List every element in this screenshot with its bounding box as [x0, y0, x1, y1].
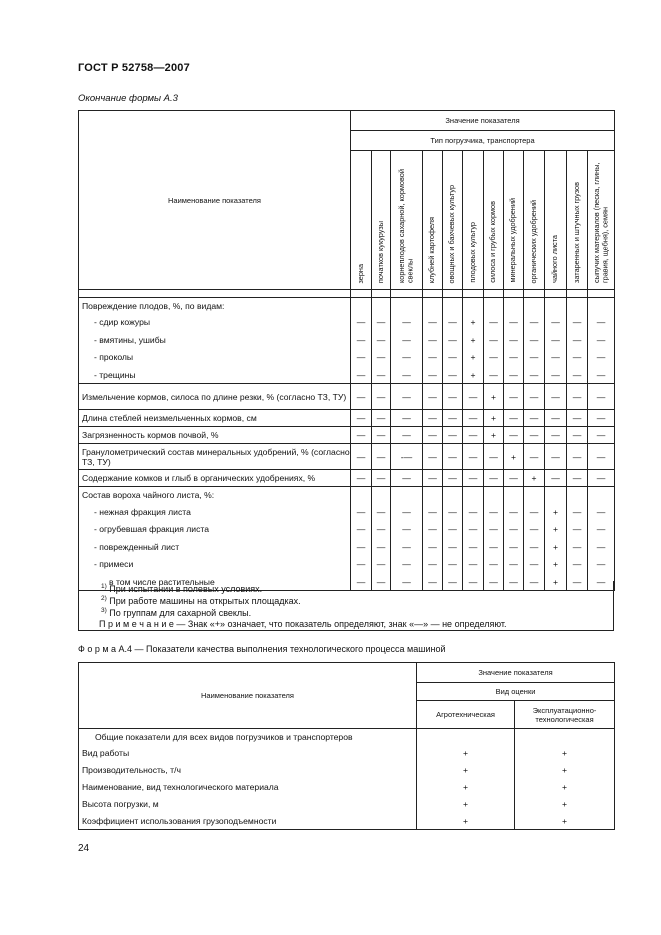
- footnotes-block: [78, 581, 614, 631]
- cell-value: +: [545, 538, 567, 556]
- cell-value: —: [372, 556, 391, 574]
- table-row: [79, 796, 615, 813]
- row-label: - трещины: [79, 366, 351, 384]
- cell-value: —: [545, 314, 567, 332]
- column-header: початков кукурузы: [372, 151, 391, 290]
- cell-value: —: [423, 427, 443, 444]
- table-row: [79, 520, 615, 538]
- cell-value: —: [504, 331, 524, 349]
- cell-value: —: [484, 520, 504, 538]
- column-header: плодовых культур: [463, 151, 484, 290]
- cell-value: —: [423, 331, 443, 349]
- cell-value: —: [567, 444, 588, 470]
- cell-value: —: [391, 366, 423, 384]
- cell-value: —: [423, 520, 443, 538]
- cell-value: —: [423, 556, 443, 574]
- cell-value: [463, 487, 484, 503]
- cell-value: —: [504, 427, 524, 444]
- cell-value: +: [545, 556, 567, 574]
- cell-value: —: [423, 349, 443, 367]
- cell-value: —: [567, 538, 588, 556]
- row-label: - нежная фракция листа: [79, 503, 351, 521]
- cell-value: —: [588, 331, 615, 349]
- table2-head-name: Наименование показателя: [79, 663, 417, 729]
- row-label: Состав вороха чайного листа, %:: [79, 487, 351, 503]
- cell-value: —: [443, 427, 463, 444]
- cell-value: —: [524, 366, 545, 384]
- cell-value: —: [524, 331, 545, 349]
- cell-value: —: [504, 538, 524, 556]
- cell-value: —: [588, 520, 615, 538]
- cell-value: [372, 487, 391, 503]
- cell-value: +: [417, 779, 515, 796]
- cell-value: [463, 298, 484, 314]
- column-header: сыпучих материалов (песка, глины, гравия, щебня), семян: [588, 151, 615, 290]
- cell-value: —: [443, 556, 463, 574]
- cell-value: [372, 298, 391, 314]
- cell-value: —: [391, 503, 423, 521]
- document-code: ГОСТ Р 52758—2007: [78, 62, 190, 74]
- cell-value: —: [504, 573, 524, 591]
- cell-value: —: [463, 520, 484, 538]
- table-row: [79, 349, 615, 367]
- cell-value: —: [545, 384, 567, 410]
- cell-value: +: [484, 384, 504, 410]
- cell-value: [524, 487, 545, 503]
- cell-value: —: [588, 427, 615, 444]
- cell-value: —: [351, 470, 372, 487]
- cell-value: —: [484, 331, 504, 349]
- cell-value: -—: [391, 444, 423, 470]
- page-number: 24: [78, 843, 90, 854]
- cell-value: —: [588, 384, 615, 410]
- cell-value: —: [351, 331, 372, 349]
- table2-head-value: Значение показателя: [417, 663, 615, 683]
- cell-value: +: [515, 796, 615, 813]
- table-head-name: Наименование показателя: [79, 111, 351, 290]
- cell-value: —: [484, 366, 504, 384]
- cell-value: —: [484, 444, 504, 470]
- cell-value: +: [524, 470, 545, 487]
- cell-value: +: [515, 762, 615, 779]
- cell-value: —: [588, 538, 615, 556]
- cell-value: —: [524, 538, 545, 556]
- cell-value: —: [372, 410, 391, 427]
- cell-value: —: [484, 503, 504, 521]
- cell-value: —: [423, 314, 443, 332]
- cell-value: [484, 298, 504, 314]
- cell-value: [351, 298, 372, 314]
- cell-value: +: [417, 813, 515, 830]
- cell-value: +: [463, 331, 484, 349]
- cell-value: —: [391, 538, 423, 556]
- cell-value: —: [463, 538, 484, 556]
- cell-value: [484, 487, 504, 503]
- cell-value: —: [567, 556, 588, 574]
- cell-value: —: [372, 520, 391, 538]
- cell-value: —: [443, 384, 463, 410]
- cell-value: +: [515, 813, 615, 830]
- cell-value: —: [545, 349, 567, 367]
- form-continuation-caption: Окончание формы А.3: [78, 93, 178, 104]
- cell-value: —: [351, 427, 372, 444]
- cell-value: —: [423, 384, 443, 410]
- cell-value: —: [567, 520, 588, 538]
- cell-value: —: [351, 503, 372, 521]
- column-header: клубней картофеля: [423, 151, 443, 290]
- cell-value: [351, 487, 372, 503]
- table-row: [79, 470, 615, 487]
- cell-value: —: [443, 444, 463, 470]
- cell-value: —: [391, 427, 423, 444]
- table2-col-agro: Агротехническая: [417, 701, 515, 729]
- cell-value: —: [351, 349, 372, 367]
- cell-value: —: [391, 520, 423, 538]
- table2-head-kind: Вид оценки: [417, 683, 615, 701]
- row-label: Наименование, вид технологического материала: [79, 779, 417, 796]
- column-header: чайного листа: [545, 151, 567, 290]
- cell-value: —: [351, 366, 372, 384]
- row-label: - вмятины, ушибы: [79, 331, 351, 349]
- table-row: [79, 745, 615, 762]
- footnote-1: $^{1)}$ При испытании в полевых условиях.: [101, 583, 263, 594]
- cell-value: —: [588, 349, 615, 367]
- column-header: зерна: [351, 151, 372, 290]
- row-label: Коэффициент использования грузоподъемности: [79, 813, 417, 830]
- row-label: Высота погрузки, м: [79, 796, 417, 813]
- row-label: Общие показатели для всех видов погрузчиков и транспортеров: [79, 729, 417, 745]
- row-label: Гранулометрический состав минеральных удобрений, % (согласно ТЗ, ТУ): [79, 444, 351, 470]
- cell-value: —: [372, 538, 391, 556]
- cell-value: +: [463, 349, 484, 367]
- cell-value: —: [443, 520, 463, 538]
- column-header: затаренных и штучных грузов: [567, 151, 588, 290]
- row-label: Измельчение кормов, силоса по длине резки, % (согласно ТЗ, ТУ): [79, 384, 351, 410]
- cell-value: [504, 298, 524, 314]
- cell-value: —: [443, 314, 463, 332]
- cell-value: —: [443, 410, 463, 427]
- cell-value: —: [443, 349, 463, 367]
- cell-value: —: [524, 573, 545, 591]
- cell-value: —: [372, 366, 391, 384]
- cell-value: +: [463, 366, 484, 384]
- cell-value: —: [463, 410, 484, 427]
- table-note: П р и м е ч а н и е — Знак «+» означает, что показатель определяют, знак «—» — не определяют.: [99, 619, 507, 629]
- cell-value: [567, 298, 588, 314]
- cell-value: —: [351, 538, 372, 556]
- cell-value: —: [423, 470, 443, 487]
- cell-value: —: [484, 470, 504, 487]
- cell-value: —: [484, 314, 504, 332]
- cell-value: —: [423, 538, 443, 556]
- table-row: [79, 410, 615, 427]
- cell-value: —: [567, 331, 588, 349]
- cell-value: +: [545, 520, 567, 538]
- cell-value: —: [351, 520, 372, 538]
- cell-value: —: [524, 349, 545, 367]
- table-row: [79, 314, 615, 332]
- cell-value: —: [484, 538, 504, 556]
- cell-value: —: [443, 573, 463, 591]
- cell-value: [417, 729, 515, 745]
- cell-value: [443, 298, 463, 314]
- cell-value: —: [545, 444, 567, 470]
- cell-value: —: [504, 366, 524, 384]
- table-row: [79, 813, 615, 830]
- cell-value: —: [463, 384, 484, 410]
- cell-value: +: [515, 745, 615, 762]
- cell-value: —: [545, 427, 567, 444]
- cell-value: [545, 298, 567, 314]
- table-row: [79, 762, 615, 779]
- cell-value: —: [391, 384, 423, 410]
- cell-value: —: [351, 444, 372, 470]
- cell-value: [423, 487, 443, 503]
- cell-value: —: [463, 503, 484, 521]
- cell-value: +: [417, 796, 515, 813]
- cell-value: —: [351, 573, 372, 591]
- table-row: [79, 384, 615, 410]
- cell-value: +: [504, 444, 524, 470]
- cell-value: —: [567, 503, 588, 521]
- cell-value: —: [351, 556, 372, 574]
- cell-value: —: [588, 444, 615, 470]
- cell-value: [524, 298, 545, 314]
- cell-value: —: [423, 444, 443, 470]
- footnote-2: $^{2)}$ При работе машины на открытых площадках.: [101, 595, 301, 606]
- cell-value: —: [504, 556, 524, 574]
- cell-value: —: [588, 410, 615, 427]
- cell-value: —: [423, 366, 443, 384]
- cell-value: —: [567, 427, 588, 444]
- cell-value: —: [372, 470, 391, 487]
- row-label: Повреждение плодов, %, по видам:: [79, 298, 351, 314]
- cell-value: —: [504, 470, 524, 487]
- cell-value: —: [524, 520, 545, 538]
- cell-value: +: [484, 427, 504, 444]
- row-label: - примеси: [79, 556, 351, 574]
- cell-value: —: [443, 366, 463, 384]
- table-head-type: Тип погрузчика, транспортера: [351, 131, 615, 151]
- table-row: [79, 331, 615, 349]
- cell-value: —: [372, 427, 391, 444]
- cell-value: —: [391, 349, 423, 367]
- form-a3-table: [78, 110, 615, 591]
- cell-value: —: [391, 556, 423, 574]
- cell-value: —: [567, 366, 588, 384]
- cell-value: —: [567, 573, 588, 591]
- cell-value: —: [372, 384, 391, 410]
- cell-value: [391, 487, 423, 503]
- cell-value: —: [504, 520, 524, 538]
- column-header: овощных и бахчевых культур: [443, 151, 463, 290]
- cell-value: +: [417, 745, 515, 762]
- cell-value: —: [484, 349, 504, 367]
- cell-value: —: [463, 556, 484, 574]
- table-row: [79, 298, 615, 314]
- cell-value: —: [524, 503, 545, 521]
- cell-value: —: [423, 573, 443, 591]
- cell-value: —: [524, 556, 545, 574]
- row-label: в том числе растительные: [79, 573, 351, 591]
- row-label: Вид работы: [79, 745, 417, 762]
- cell-value: —: [545, 331, 567, 349]
- cell-value: —: [423, 503, 443, 521]
- table-head-value: Значение показателя: [351, 111, 615, 131]
- cell-value: [545, 487, 567, 503]
- cell-value: —: [372, 573, 391, 591]
- table-row: [79, 729, 615, 745]
- cell-value: —: [524, 427, 545, 444]
- cell-value: —: [443, 538, 463, 556]
- cell-value: +: [463, 314, 484, 332]
- cell-value: —: [391, 314, 423, 332]
- cell-value: +: [417, 762, 515, 779]
- form-a4-title: Ф о р м а А.4 — Показатели качества выполнения технологического процесса машиной: [78, 644, 446, 654]
- cell-value: —: [567, 384, 588, 410]
- cell-value: [443, 487, 463, 503]
- cell-value: —: [504, 349, 524, 367]
- cell-value: [567, 487, 588, 503]
- cell-value: —: [391, 573, 423, 591]
- cell-value: —: [443, 470, 463, 487]
- cell-value: —: [588, 470, 615, 487]
- cell-value: —: [484, 556, 504, 574]
- row-label: - поврежденный лист: [79, 538, 351, 556]
- cell-value: —: [504, 503, 524, 521]
- cell-value: —: [443, 503, 463, 521]
- cell-value: —: [588, 573, 615, 591]
- cell-value: +: [484, 410, 504, 427]
- table-row: [79, 538, 615, 556]
- cell-value: —: [391, 331, 423, 349]
- form-a4-table: [78, 662, 615, 830]
- cell-value: —: [423, 410, 443, 427]
- cell-value: —: [567, 314, 588, 332]
- row-label: Содержание комков и глыб в органических удобрениях, %: [79, 470, 351, 487]
- cell-value: —: [351, 384, 372, 410]
- cell-value: —: [588, 314, 615, 332]
- cell-value: —: [484, 573, 504, 591]
- cell-value: —: [567, 470, 588, 487]
- cell-value: —: [504, 384, 524, 410]
- cell-value: +: [545, 573, 567, 591]
- cell-value: —: [524, 314, 545, 332]
- row-label: Производительность, т/ч: [79, 762, 417, 779]
- column-header: корнеплодов сахарной, кормовой свеклы: [391, 151, 423, 290]
- cell-value: —: [545, 366, 567, 384]
- cell-value: [391, 298, 423, 314]
- footnote-3: $^{3)}$ По группам для сахарной свеклы.: [101, 607, 252, 618]
- cell-value: —: [588, 556, 615, 574]
- cell-value: —: [372, 349, 391, 367]
- row-label: Загрязненность кормов почвой, %: [79, 427, 351, 444]
- table-row: [79, 427, 615, 444]
- cell-value: —: [443, 331, 463, 349]
- cell-value: —: [372, 444, 391, 470]
- cell-value: —: [504, 410, 524, 427]
- cell-value: —: [524, 384, 545, 410]
- table-row: [79, 503, 615, 521]
- table-row: [79, 366, 615, 384]
- table-row: [79, 556, 615, 574]
- column-header: минеральных удобрений: [504, 151, 524, 290]
- row-label: - огрубевшая фракция листа: [79, 520, 351, 538]
- cell-value: —: [504, 314, 524, 332]
- cell-value: —: [372, 503, 391, 521]
- cell-value: —: [463, 573, 484, 591]
- cell-value: —: [567, 349, 588, 367]
- cell-value: —: [545, 410, 567, 427]
- cell-value: —: [463, 470, 484, 487]
- column-header: органических удобрений: [524, 151, 545, 290]
- cell-value: [515, 729, 615, 745]
- cell-value: —: [351, 314, 372, 332]
- cell-value: —: [588, 503, 615, 521]
- row-label: - проколы: [79, 349, 351, 367]
- table-row: [79, 779, 615, 796]
- cell-value: —: [524, 410, 545, 427]
- cell-value: —: [567, 410, 588, 427]
- cell-value: +: [515, 779, 615, 796]
- cell-value: [504, 487, 524, 503]
- cell-value: —: [545, 470, 567, 487]
- table-row: [79, 444, 615, 470]
- cell-value: —: [372, 314, 391, 332]
- cell-value: [588, 298, 615, 314]
- row-label: - сдир кожуры: [79, 314, 351, 332]
- cell-value: —: [463, 444, 484, 470]
- cell-value: [423, 298, 443, 314]
- table-row: [79, 487, 615, 503]
- cell-value: —: [351, 410, 372, 427]
- cell-value: +: [545, 503, 567, 521]
- table2-col-exploit: Эксплуатационно-технологическая: [515, 701, 615, 729]
- cell-value: —: [524, 444, 545, 470]
- cell-value: —: [588, 366, 615, 384]
- cell-value: —: [391, 470, 423, 487]
- row-label: Длина стеблей неизмельченных кормов, см: [79, 410, 351, 427]
- cell-value: —: [463, 427, 484, 444]
- cell-value: —: [391, 410, 423, 427]
- cell-value: [588, 487, 615, 503]
- cell-value: —: [372, 331, 391, 349]
- column-header: силоса и грубых кормов: [484, 151, 504, 290]
